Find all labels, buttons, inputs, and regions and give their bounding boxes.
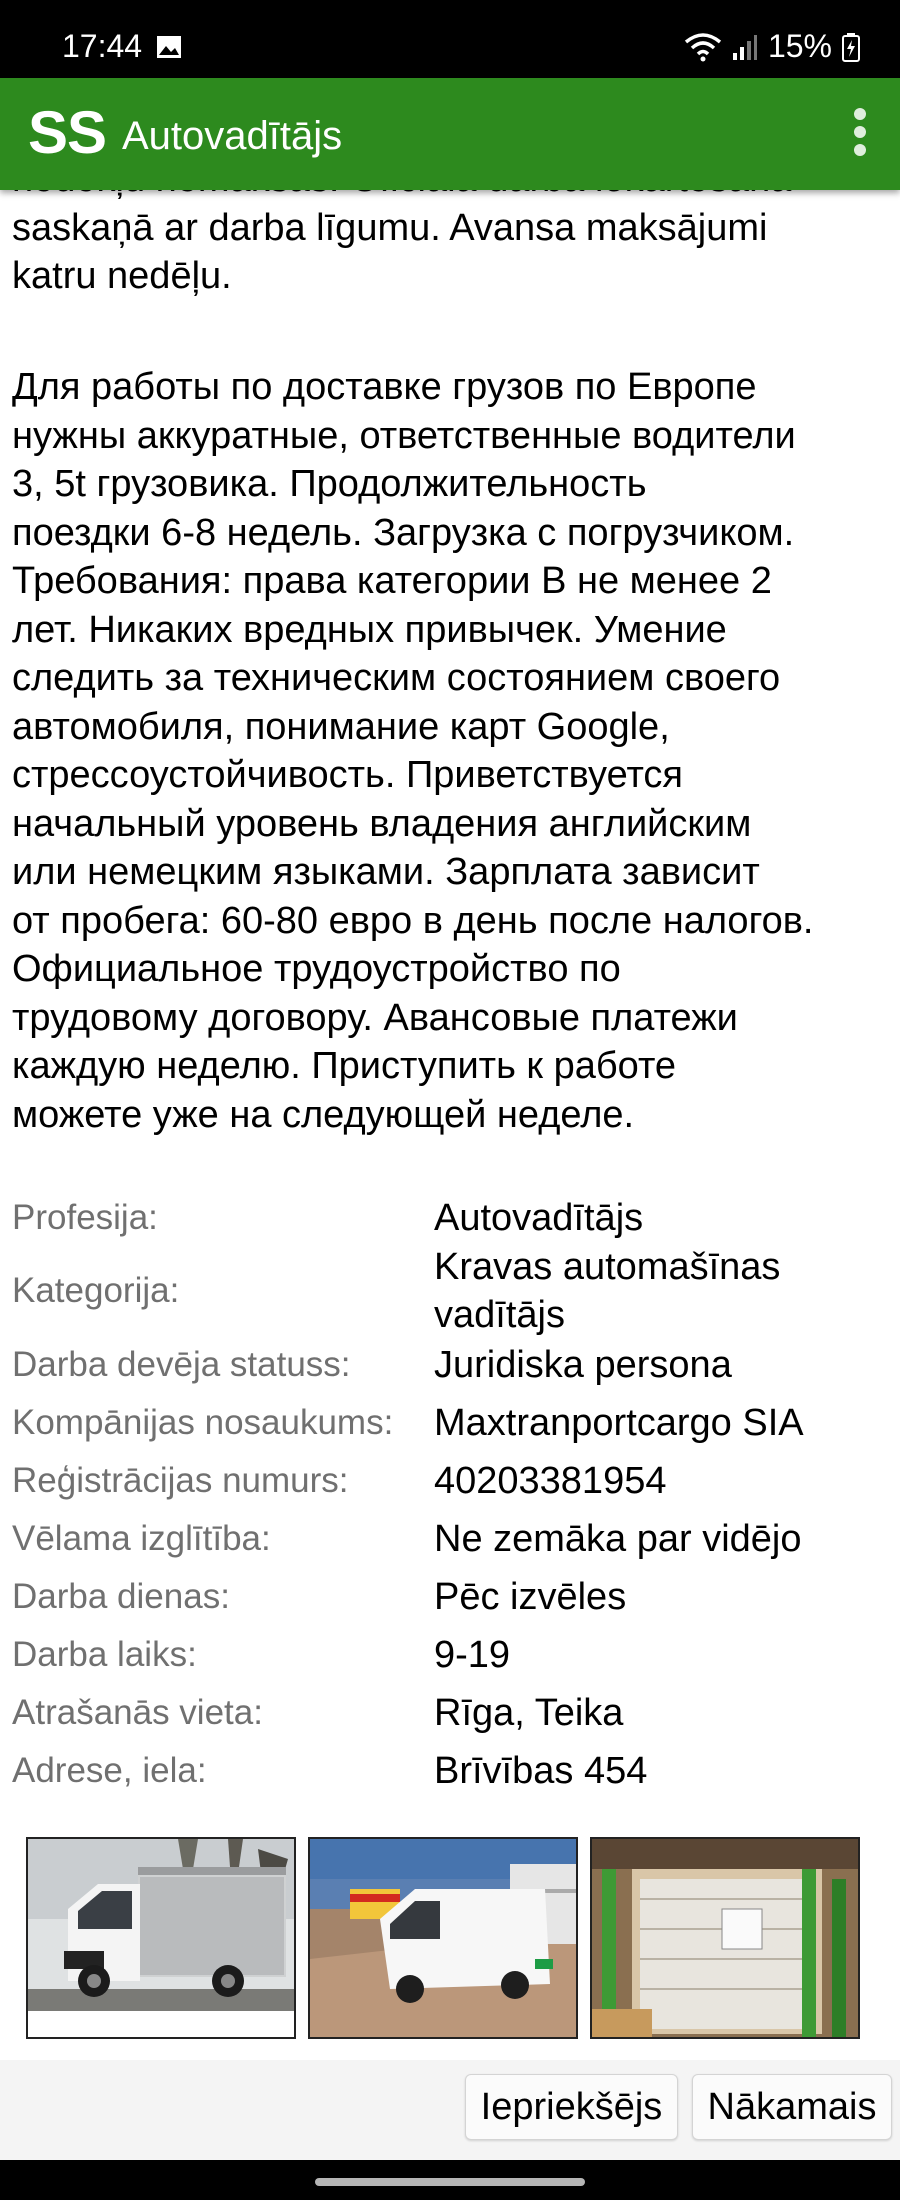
status-bar xyxy=(0,0,900,78)
detail-row xyxy=(12,1626,892,1684)
status-indicators xyxy=(684,28,860,65)
description-line: 3, 5t грузовика. Продолжительность xyxy=(12,463,647,505)
detail-row xyxy=(12,1742,892,1800)
description-line: saskaņā ar darba līgumu. Avansa maksājumi xyxy=(12,206,768,249)
photo-gallery xyxy=(26,1837,860,2041)
description-line: Для работы по доставке грузов по Европе xyxy=(12,366,757,408)
detail-row xyxy=(12,1510,892,1568)
detail-value: Ne zemāka par vidējo xyxy=(434,1518,802,1560)
detail-value: Maxtranportcargo SIA xyxy=(434,1402,804,1444)
description-line: Требования: права категории B не менее 2 xyxy=(12,560,772,602)
next-button[interactable]: Nākamais xyxy=(692,2074,892,2140)
detail-label: Vēlama izglītība: xyxy=(12,1519,271,1558)
app-bar xyxy=(0,78,900,190)
detail-label: Atrašanās vieta: xyxy=(12,1693,263,1732)
detail-value: 40203381954 xyxy=(434,1460,667,1502)
detail-label: Darba devēja statuss: xyxy=(12,1345,351,1384)
detail-value: Autovadītājs xyxy=(434,1197,644,1239)
detail-value: Rīga, Teika xyxy=(434,1692,624,1734)
description-line: начальный уровень владения английским xyxy=(12,802,752,845)
navigation-bar xyxy=(0,2060,900,2160)
description-line: Официальное трудоустройство по xyxy=(12,948,621,990)
previous-button[interactable]: Iepriekšējs xyxy=(465,2074,678,2140)
gesture-handle[interactable] xyxy=(315,2178,585,2186)
detail-label: Kompānijas nosaukums: xyxy=(12,1403,394,1442)
detail-row xyxy=(12,1452,892,1510)
wifi-icon xyxy=(684,32,722,62)
description-line: поездки 6-8 недель. Загрузка с погрузчиком. xyxy=(12,511,795,554)
ad-content xyxy=(0,190,900,2060)
cargo-pallet-photo[interactable] xyxy=(590,1837,860,2039)
signal-icon xyxy=(732,33,758,61)
detail-row xyxy=(12,1336,892,1394)
white-box-truck-photo[interactable] xyxy=(26,1837,296,2039)
description-line: katru nedēļu. xyxy=(12,255,232,297)
description-line: стрессоустойчивость. Приветствуется xyxy=(12,754,683,796)
detail-row xyxy=(12,1684,892,1742)
detail-label: Darba laiks: xyxy=(12,1635,197,1674)
ss-logo[interactable]: SS xyxy=(28,99,107,166)
detail-row xyxy=(12,1246,892,1336)
detail-value: Juridiska persona xyxy=(434,1344,732,1386)
detail-value: Kravas automašīnas vadītājs xyxy=(434,1246,781,1336)
detail-label: Kategorija: xyxy=(12,1271,180,1310)
description-russian xyxy=(12,363,897,1139)
detail-label: Adrese, iela: xyxy=(12,1751,207,1790)
system-gesture-bar xyxy=(0,2160,900,2200)
description-line: следить за техническим состоянием своего xyxy=(12,657,781,699)
description-line: от пробега: 60-80 евро в день после налогов. xyxy=(12,899,814,942)
gallery-icon xyxy=(156,35,182,59)
description-line: или немецким языками. Зарплата зависит xyxy=(12,851,760,893)
detail-label: Profesija: xyxy=(12,1198,158,1237)
detail-label: Reģistrācijas numurs: xyxy=(12,1461,349,1500)
page-title: Autovadītājs xyxy=(122,114,343,158)
details-table xyxy=(12,1190,892,1800)
description-line: автомобиля, понимание карт Google, xyxy=(12,705,670,748)
battery-charging-icon xyxy=(842,32,860,62)
detail-value: Pēc izvēles xyxy=(434,1576,627,1618)
battery-percent: 15% xyxy=(767,28,832,64)
detail-value: 9-19 xyxy=(434,1634,511,1676)
white-van-photo[interactable] xyxy=(308,1837,578,2039)
detail-row xyxy=(12,1394,892,1452)
status-time: 17:44 xyxy=(62,28,143,64)
description-line: можете уже на следующей неделе. xyxy=(12,1093,635,1136)
detail-row xyxy=(12,1190,892,1246)
detail-label: Darba dienas: xyxy=(12,1577,230,1616)
detail-row xyxy=(12,1568,892,1626)
description-line: нужны аккуратные, ответственные водители xyxy=(12,414,796,457)
description-line: лет. Никаких вредных привычек. Умение xyxy=(12,608,727,651)
overflow-menu-icon[interactable] xyxy=(850,108,870,160)
description-line: каждую неделю. Приступить к работе xyxy=(12,1045,677,1087)
description-line: трудовому договору. Авансовые платежи xyxy=(12,996,738,1039)
detail-value: Brīvības 454 xyxy=(434,1750,648,1792)
